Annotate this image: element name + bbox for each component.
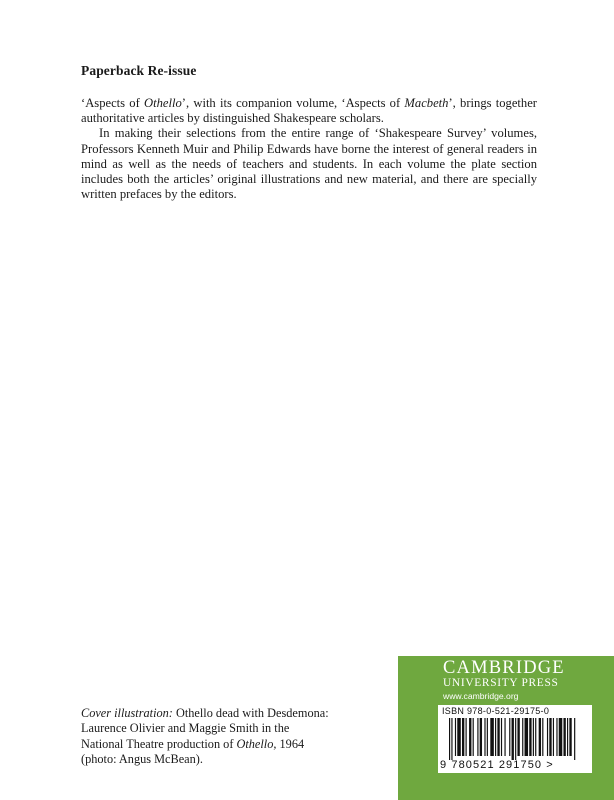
barcode-bar bbox=[469, 718, 471, 756]
barcode-bar bbox=[547, 718, 548, 756]
barcode-bar bbox=[462, 718, 464, 756]
barcode-bar bbox=[515, 718, 516, 760]
blurb-text bbox=[81, 96, 537, 202]
barcode-box bbox=[438, 705, 592, 773]
barcode-bar bbox=[563, 718, 565, 756]
barcode-bar bbox=[529, 718, 531, 756]
blurb-heading: Paperback Re-issue bbox=[81, 63, 197, 78]
barcode-bar bbox=[477, 718, 478, 756]
barcode-bar bbox=[490, 718, 494, 756]
barcode-bar bbox=[512, 718, 514, 760]
publisher-press: UNIVERSITY PRESS bbox=[443, 677, 559, 689]
barcode-bar bbox=[569, 718, 571, 756]
cover-illustration-caption: Cover illustration: Othello dead with Desdemona: Laurence Olivier and Maggie Smith in the National Theatre production of Othello, 1964 (photo: Angus McBean). bbox=[81, 706, 329, 766]
barcode-bar bbox=[449, 718, 450, 760]
barcode-bar bbox=[487, 718, 488, 756]
barcode-bar bbox=[509, 718, 510, 756]
barcode-bar bbox=[497, 718, 499, 756]
barcode-bar bbox=[501, 718, 502, 756]
barcode-bar bbox=[473, 718, 474, 756]
barcode-bar bbox=[542, 718, 543, 756]
barcode-bar bbox=[567, 718, 568, 756]
barcode-bars bbox=[449, 718, 581, 760]
barcode-bar bbox=[484, 718, 485, 756]
barcode-bar bbox=[553, 718, 554, 756]
barcode-bar bbox=[466, 718, 467, 756]
barcode-bar bbox=[455, 718, 456, 756]
barcode-bar bbox=[556, 718, 557, 756]
blurb-paragraph-2: In making their selections from the entire range of ‘Shakespeare Survey’ volumes, Professors Kenneth Muir and Philip Edwards have borne the interest of general readers in mind as well as the needs of teachers and students. In each volume the plate section includes both the articles’ original illustrations and new material, and there are specially written prefaces by the editors. bbox=[81, 126, 537, 202]
isbn-text: ISBN 978-0-521-29175-0 bbox=[442, 706, 550, 716]
publisher-url: www.cambridge.org bbox=[443, 691, 519, 701]
barcode-bar bbox=[539, 718, 541, 756]
barcode-bar bbox=[451, 718, 452, 760]
barcode-bar bbox=[559, 718, 563, 756]
barcode-digits: 9 780521 291750 > bbox=[440, 759, 554, 771]
blurb-paragraph-1: ‘Aspects of Othello’, with its companion volume, ‘Aspects of Macbeth’, brings together authoritative articles by distinguished Shakespeare scholars. bbox=[81, 96, 537, 126]
barcode-bar bbox=[504, 718, 505, 756]
barcode-bar bbox=[480, 718, 482, 756]
barcode-bar bbox=[457, 718, 461, 756]
caption-label: Cover illustration: bbox=[81, 706, 173, 720]
barcode-bar bbox=[495, 718, 496, 756]
barcode-bar bbox=[533, 718, 534, 756]
barcode-bar bbox=[574, 718, 575, 760]
barcode-bar bbox=[525, 718, 529, 756]
barcode-bar bbox=[535, 718, 536, 756]
publisher-name: CAMBRIDGE bbox=[443, 658, 565, 678]
publisher-logo bbox=[443, 659, 593, 702]
barcode-bar bbox=[549, 718, 551, 756]
barcode-bar bbox=[517, 718, 519, 756]
barcode-bar bbox=[522, 718, 523, 756]
